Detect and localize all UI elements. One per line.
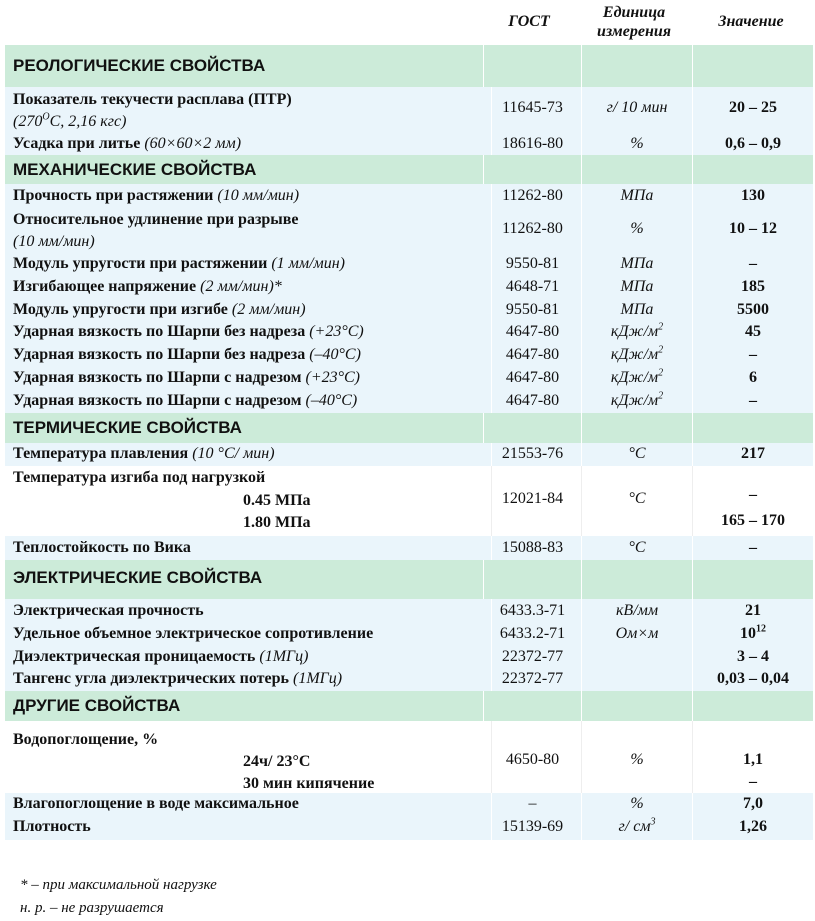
header-unit: Единица измерения [597,4,671,40]
table-row: Влагопоглощение в воде максимальное – % 7,0 [5,793,813,816]
table-header [0,0,815,44]
table-row: Удельное объемное электрическое сопротивление 6433.2-71 Ом×м $10^{12}$ [5,623,813,646]
footnote-max-load: * – при максимальной нагрузке [20,877,217,893]
table-row: Электрическая прочность 6433.3-71 кВ/мм 21 [5,599,813,623]
table-row: Водопоглощение, % 24ч/ 23°С 30 мин кипячение 4650-80 % 1,1 – [5,721,813,793]
table-row: Относительное удлинение при разрыве (10 мм/мин) 11262-80 % 10 – 12 [5,208,813,253]
header-value: Значение [718,13,784,30]
table-row: Ударная вязкость по Шарпи без надреза (+23°С) 4647-80 кДж/$м^2$ 45 [5,321,813,344]
table-row: Показатель текучести расплава (ПТР) ($270^OС$, 2,16 кгс) 11645-73 г/ 10 мин 20 – 25 [5,87,813,133]
section-rheological: РЕОЛОГИЧЕСКИЕ СВОЙСТВА [5,45,813,87]
table-row: Температура изгиба под нагрузкой 0.45 МПа 1.80 МПа 12021-84 °С – 165 – 170 [5,466,813,536]
table-row: Усадка при литье (60×60×2 мм) 18616-80 % 0,6 – 0,9 [5,133,813,155]
table-row: Плотность 15139-69 г/ $см^3$ 1,26 [5,816,813,840]
section-mechanical: МЕХАНИЧЕСКИЕ СВОЙСТВА [5,155,813,184]
table-row: Модуль упругости при изгибе (2 мм/мин) 9550-81 МПа 5500 [5,299,813,321]
table-row: Температура плавления (10 °С/ мин) 21553-76 °С 217 [5,443,813,466]
table-row: Диэлектрическая проницаемость (1МГц) 22372-77 3 – 4 [5,646,813,668]
table-row: Ударная вязкость по Шарпи без надреза (–40°С) 4647-80 кДж/$м^2$ – [5,344,813,367]
section-other: ДРУГИЕ СВОЙСТВА [5,691,813,721]
table-row: Ударная вязкость по Шарпи с надрезом (–40°С) 4647-80 кДж/$м^2$ – [5,390,813,413]
table-row: Теплостойкость по Вика 15088-83 °С – [5,536,813,560]
table-row: Изгибающее напряжение (2 мм/мин)* 4648-71 МПа 185 [5,276,813,299]
section-electrical: ЭЛЕКТРИЧЕСКИЕ СВОЙСТВА [5,560,813,599]
table-row: Ударная вязкость по Шарпи с надрезом (+23°С) 4647-80 кДж/$м^2$ 6 [5,367,813,390]
section-thermal: ТЕРМИЧЕСКИЕ СВОЙСТВА [5,413,813,443]
properties-table [5,45,813,840]
table-row: Прочность при растяжении (10 мм/мин) 11262-80 МПа 130 [5,184,813,208]
table-row: Тангенс угла диэлектрических потерь (1МГц) 22372-77 0,03 – 0,04 [5,668,813,691]
header-gost: ГОСТ [508,13,550,30]
footnote-not-destroyed: н. р. – не разрушается [20,900,164,916]
table-row: Модуль упругости при растяжении (1 мм/мин) 9550-81 МПа – [5,253,813,276]
